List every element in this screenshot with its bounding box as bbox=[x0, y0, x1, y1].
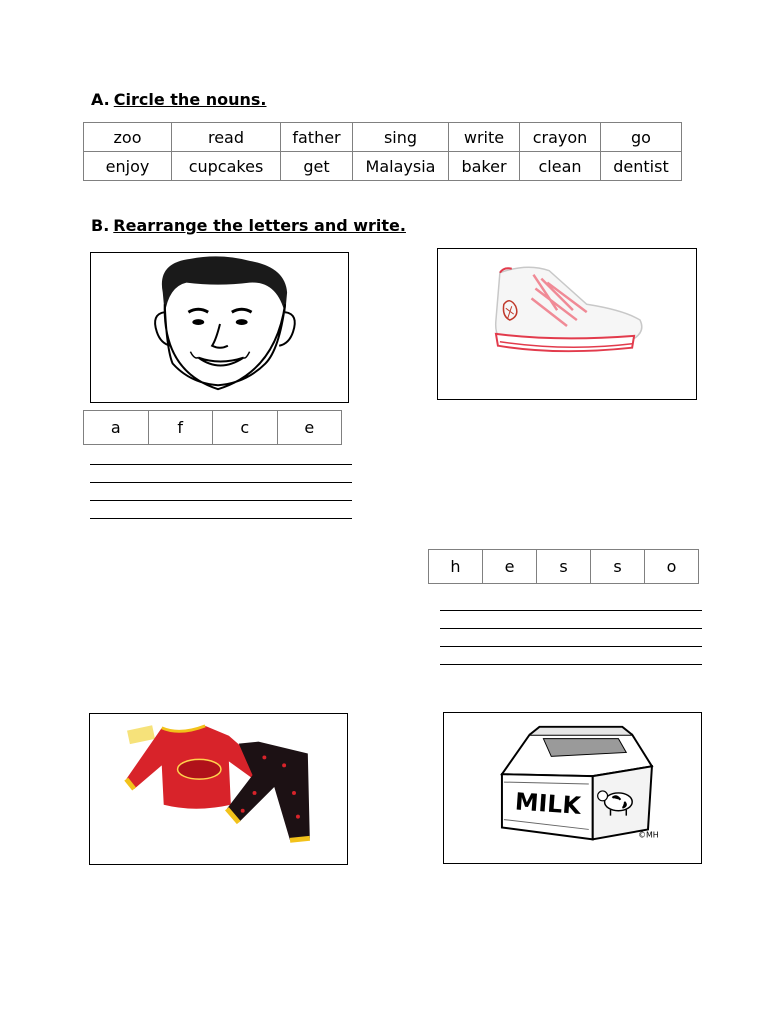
milk-label: MILK bbox=[514, 787, 582, 820]
table-row bbox=[84, 123, 682, 152]
word-cell[interactable]: zoo bbox=[84, 123, 172, 152]
writing-line[interactable] bbox=[440, 628, 702, 629]
milk-carton-illustration bbox=[444, 713, 701, 863]
word-cell[interactable]: clean bbox=[520, 152, 601, 181]
word-cell[interactable]: enjoy bbox=[84, 152, 172, 181]
letter-cell: f bbox=[149, 411, 214, 444]
section-b-heading bbox=[91, 216, 406, 235]
shoe-illustration bbox=[438, 249, 696, 399]
letter-cell: a bbox=[84, 411, 149, 444]
milk-carton-picture bbox=[443, 712, 702, 864]
letter-cell: c bbox=[213, 411, 278, 444]
section-b-title: Rearrange the letters and write. bbox=[113, 216, 406, 235]
writing-line[interactable] bbox=[90, 500, 352, 501]
section-a-heading bbox=[91, 90, 267, 109]
section-b-letter: B. bbox=[91, 216, 110, 235]
letter-cell: o bbox=[666, 557, 677, 576]
section-a-title: Circle the nouns. bbox=[113, 90, 267, 109]
word-cell[interactable]: go bbox=[601, 123, 682, 152]
face-picture bbox=[90, 252, 349, 403]
section-a-letter: A. bbox=[91, 90, 110, 109]
word-cell[interactable]: write bbox=[449, 123, 520, 152]
table-row bbox=[84, 152, 682, 181]
writing-line[interactable] bbox=[440, 646, 702, 647]
writing-line[interactable] bbox=[440, 664, 702, 665]
artist-signature: ©MH bbox=[638, 830, 659, 840]
letter-cell: s bbox=[537, 550, 591, 583]
word-cell[interactable]: baker bbox=[449, 152, 520, 181]
writing-line[interactable] bbox=[90, 518, 352, 519]
writing-line[interactable] bbox=[440, 610, 702, 611]
pajamas-picture bbox=[89, 713, 348, 865]
pajamas-illustration bbox=[90, 714, 347, 864]
word-cell[interactable]: sing bbox=[353, 123, 449, 152]
letter-cell: e bbox=[483, 550, 537, 583]
shoe-picture bbox=[437, 248, 697, 400]
letter-cell: h bbox=[429, 550, 483, 583]
writing-lines-shoe[interactable] bbox=[440, 610, 702, 682]
letter-cell: e bbox=[304, 418, 315, 437]
word-cell[interactable]: father bbox=[281, 123, 353, 152]
letters-face bbox=[83, 410, 342, 445]
nouns-table bbox=[83, 122, 682, 181]
writing-line[interactable] bbox=[90, 464, 352, 465]
face-illustration bbox=[91, 253, 348, 402]
writing-lines-face[interactable] bbox=[90, 464, 352, 536]
word-cell[interactable]: cupcakes bbox=[172, 152, 281, 181]
word-cell[interactable]: Malaysia bbox=[353, 152, 449, 181]
word-cell[interactable]: read bbox=[172, 123, 281, 152]
word-cell[interactable]: get bbox=[281, 152, 353, 181]
writing-line[interactable] bbox=[90, 482, 352, 483]
word-cell[interactable]: crayon bbox=[520, 123, 601, 152]
letters-shoe bbox=[428, 549, 699, 584]
word-cell[interactable]: dentist bbox=[601, 152, 682, 181]
letter-cell: s bbox=[591, 550, 645, 583]
